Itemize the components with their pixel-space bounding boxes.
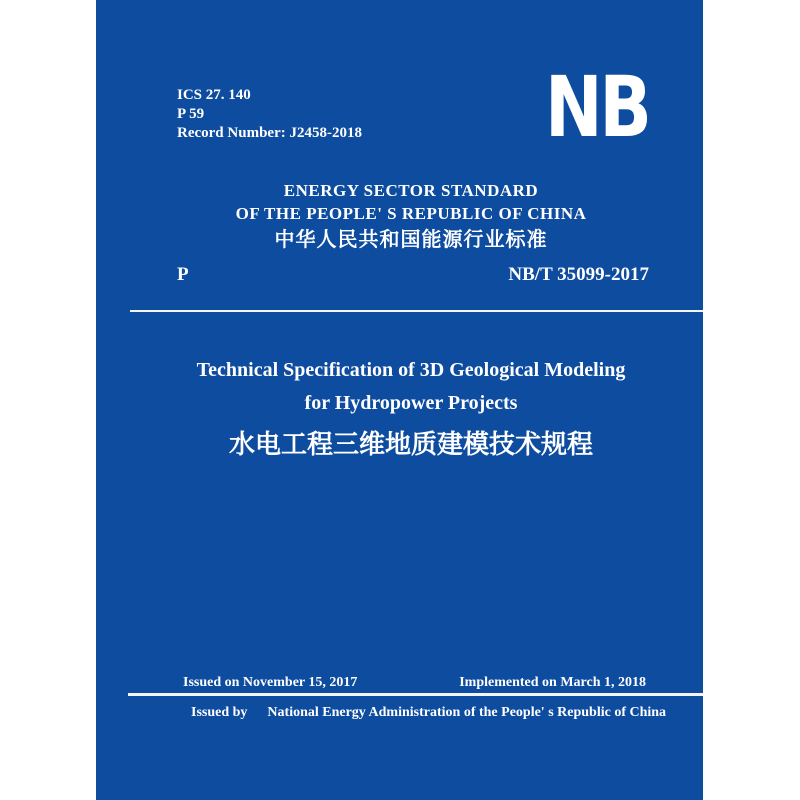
title-en-line1: Technical Specification of 3D Geological Modeling <box>196 359 626 381</box>
doc-class-letter: P <box>177 264 189 285</box>
standard-cover-page <box>96 0 703 800</box>
title-block <box>130 354 692 462</box>
dates-row <box>183 673 646 693</box>
china-class-code: P 59 <box>177 106 205 122</box>
standard-name-en-line2: OF THE PEOPLE' S REPUBLIC OF CHINA <box>235 204 587 223</box>
title-zh: 水电工程三维地质建模技术规程 <box>228 430 593 459</box>
issuer-row <box>191 703 666 723</box>
standard-name-zh: 中华人民共和国能源行业标准 <box>274 229 548 251</box>
nb-logo: NB <box>545 58 649 156</box>
code-row <box>177 263 649 287</box>
standard-name-en-line1: ENERGY SECTOR STANDARD <box>283 181 539 200</box>
ics-code: ICS 27. 140 <box>177 87 251 103</box>
bottom-divider-rule <box>128 693 703 696</box>
classification-block <box>177 86 362 143</box>
issued-by-value: National Energy Administration of the People' s Republic of China <box>267 705 667 720</box>
issued-by-label: Issued by <box>191 705 248 720</box>
top-divider-rule <box>130 310 703 312</box>
title-en-line2: for Hydropower Projects <box>304 392 518 414</box>
standard-name-block <box>130 179 692 254</box>
implemented-on-date: Implemented on March 1, 2018 <box>459 675 646 690</box>
issued-on-date: Issued on November 15, 2017 <box>183 675 358 690</box>
standard-code: NB/T 35099-2017 <box>508 264 649 285</box>
record-number: Record Number: J2458-2018 <box>177 125 362 141</box>
